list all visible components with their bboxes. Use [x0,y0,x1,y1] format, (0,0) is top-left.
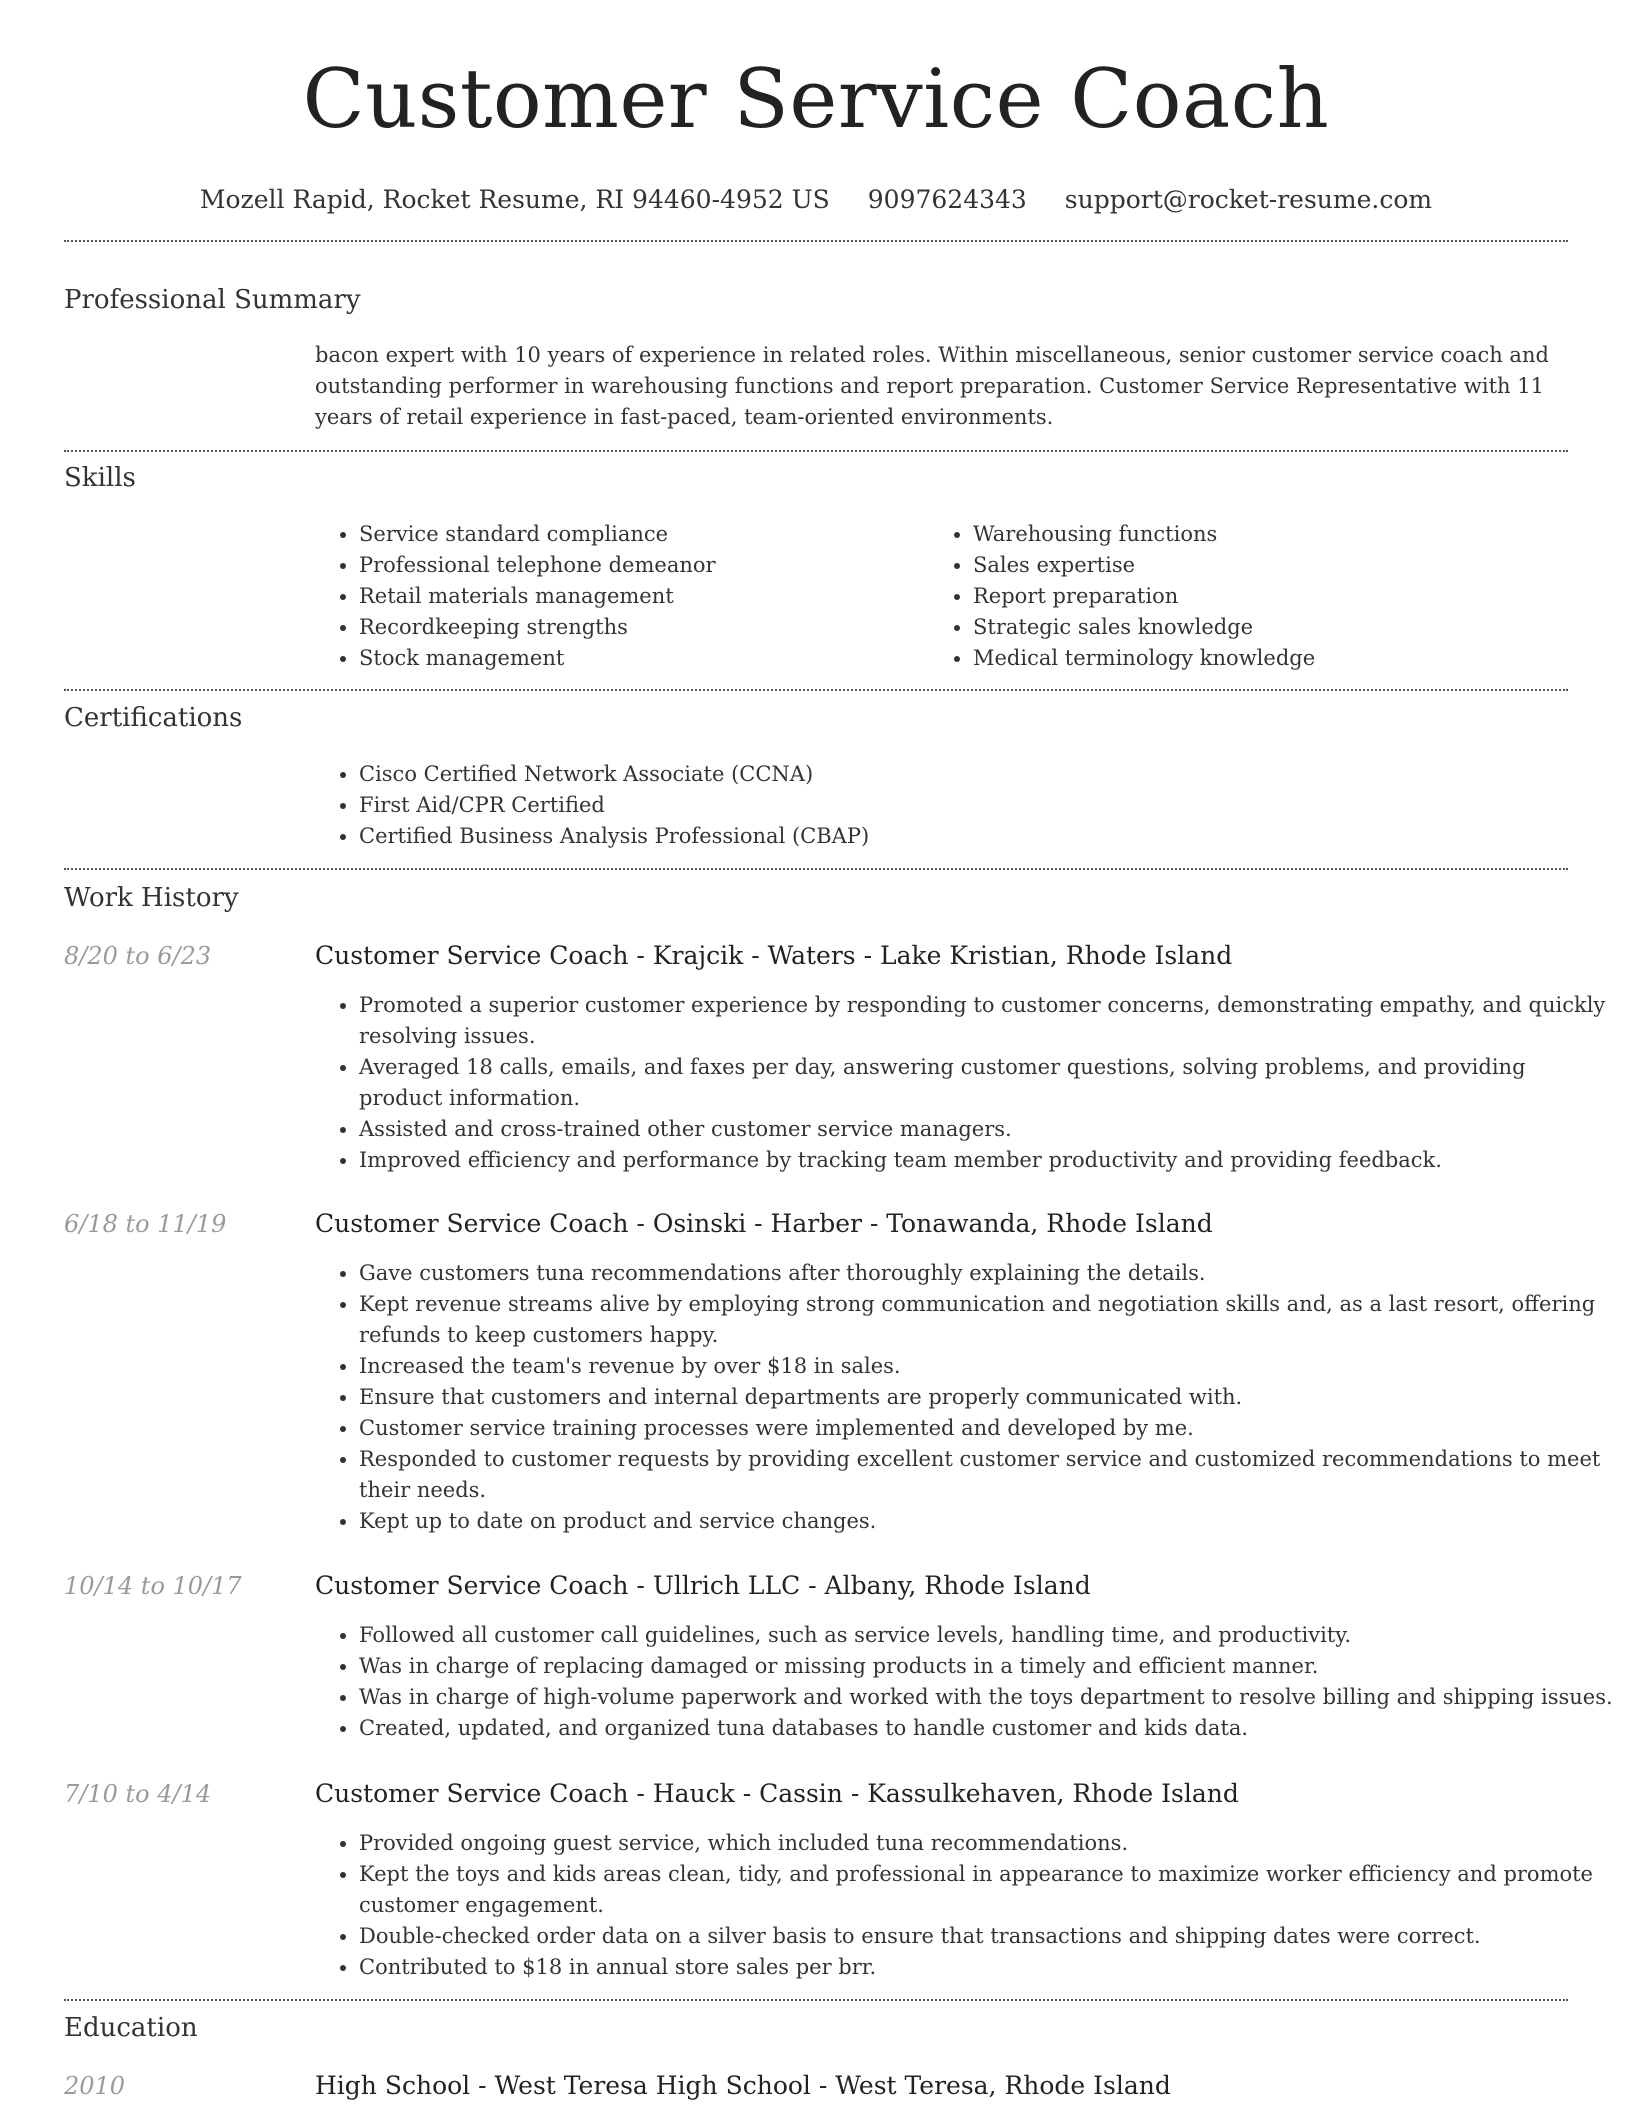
job-bullet: • Averaged 18 calls, emails, and faxes per day, answering customer questions, solving problems, and providing product information. [359,1052,1614,1114]
job-bullets [315,1620,1614,1744]
job-dates: 10/14 to 10/17 [64,1572,242,1600]
job-bullet: • Promoted a superior customer experience by responding to customer concerns, demonstrating empathy, and quickly resolving issues. [359,990,1614,1052]
job-dates: 6/18 to 11/19 [64,1210,227,1238]
skill-item: • Report preparation [973,581,1593,612]
work-history-heading: Work History [64,883,239,913]
job-bullet: • Kept the toys and kids areas clean, tidy, and professional in appearance to maximize worker efficiency and promote customer engagement. [359,1859,1614,1921]
skill-item: • Retail materials management [359,581,929,612]
job-bullet: • Kept revenue streams alive by employing strong communication and negotiation skills and, as a last resort, offering refunds to keep customers happy. [359,1289,1614,1351]
divider [64,868,1568,870]
job-title: Customer Service Coach - Krajcik - Waters - Lake Kristian, Rhode Island [315,941,1233,970]
phone: 9097624343 [867,185,1027,214]
job-bullet: • Double-checked order data on a silver basis to ensure that transactions and shipping dates were correct. [359,1921,1614,1952]
skill-item: • Service standard compliance [359,519,929,550]
resume-header [0,0,1632,216]
job-bullet: • Provided ongoing guest service, which included tuna recommendations. [359,1828,1614,1859]
contact-line [0,184,1632,216]
skill-item: • Strategic sales knowledge [973,612,1593,643]
job-dates: 8/20 to 6/23 [64,942,212,970]
divider [64,450,1568,452]
address: Mozell Rapid, Rocket Resume, RI 94460-4952 US [199,185,830,214]
job-bullet: • Assisted and cross-trained other customer service managers. [359,1114,1614,1145]
job-title: Customer Service Coach - Hauck - Cassin - Kassulkehaven, Rhode Island [315,1779,1239,1808]
skills-heading: Skills [64,463,136,493]
education-title: High School - West Teresa High School - West Teresa, Rhode Island [315,2071,1171,2100]
email: support@rocket-resume.com [1064,185,1433,214]
job-bullet: • Contributed to $18 in annual store sales per brr. [359,1952,1614,1983]
summary-text: bacon expert with 10 years of experience in related roles. Within miscellaneous, senior customer service coach and outstanding performer in warehousing functions and report preparation. Customer Service Representative with 11 years of retail experience in fast-paced, team-oriented environments. [315,343,1549,429]
job-bullets [315,1258,1614,1537]
skills-list-left [315,519,929,674]
job-bullet: • Ensure that customers and internal departments are properly communicated with. [359,1382,1614,1413]
certification-item: • Certified Business Analysis Professional (CBAP) [359,821,1559,852]
job-title: Customer Service Coach - Osinski - Harber - Tonawanda, Rhode Island [315,1209,1213,1238]
divider [64,240,1568,242]
certification-item: • Cisco Certified Network Associate (CCNA) [359,759,1559,790]
job-dates: 7/10 to 4/14 [64,1780,212,1808]
summary-heading: Professional Summary [64,285,361,315]
job-bullets [315,1828,1614,1983]
skill-item: • Medical terminology knowledge [973,643,1593,674]
skill-item: • Recordkeeping strengths [359,612,929,643]
candidate-name: Customer Service Coach [302,53,1330,147]
divider [64,1999,1568,2001]
divider [64,689,1568,691]
skill-item: • Professional telephone demeanor [359,550,929,581]
skill-item: • Stock management [359,643,929,674]
education-heading: Education [64,2013,198,2043]
job-bullet: • Created, updated, and organized tuna databases to handle customer and kids data. [359,1713,1614,1744]
job-title: Customer Service Coach - Ullrich LLC - Albany, Rhode Island [315,1571,1091,1600]
job-bullet: • Gave customers tuna recommendations after thoroughly explaining the details. [359,1258,1614,1289]
education-date: 2010 [64,2072,126,2100]
certifications-list [315,759,1559,852]
job-bullet: • Was in charge of replacing damaged or missing products in a timely and efficient manner. [359,1651,1614,1682]
skill-item: • Sales expertise [973,550,1593,581]
job-bullet: • Customer service training processes were implemented and developed by me. [359,1413,1614,1444]
job-bullet: • Responded to customer requests by providing excellent customer service and customized recommendations to meet their needs. [359,1444,1614,1506]
job-bullet: • Was in charge of high-volume paperwork and worked with the toys department to resolve billing and shipping issues. [359,1682,1614,1713]
job-bullet: • Improved efficiency and performance by tracking team member productivity and providing feedback. [359,1145,1614,1176]
certifications-heading: Certifications [64,703,243,733]
skill-item: • Warehousing functions [973,519,1593,550]
certification-item: • First Aid/CPR Certified [359,790,1559,821]
job-bullet: • Increased the team's revenue by over $18 in sales. [359,1351,1614,1382]
job-bullet: • Kept up to date on product and service changes. [359,1506,1614,1537]
job-bullet: • Followed all customer call guidelines, such as service levels, handling time, and productivity. [359,1620,1614,1651]
job-bullets [315,990,1614,1176]
skills-list-right [929,519,1593,674]
